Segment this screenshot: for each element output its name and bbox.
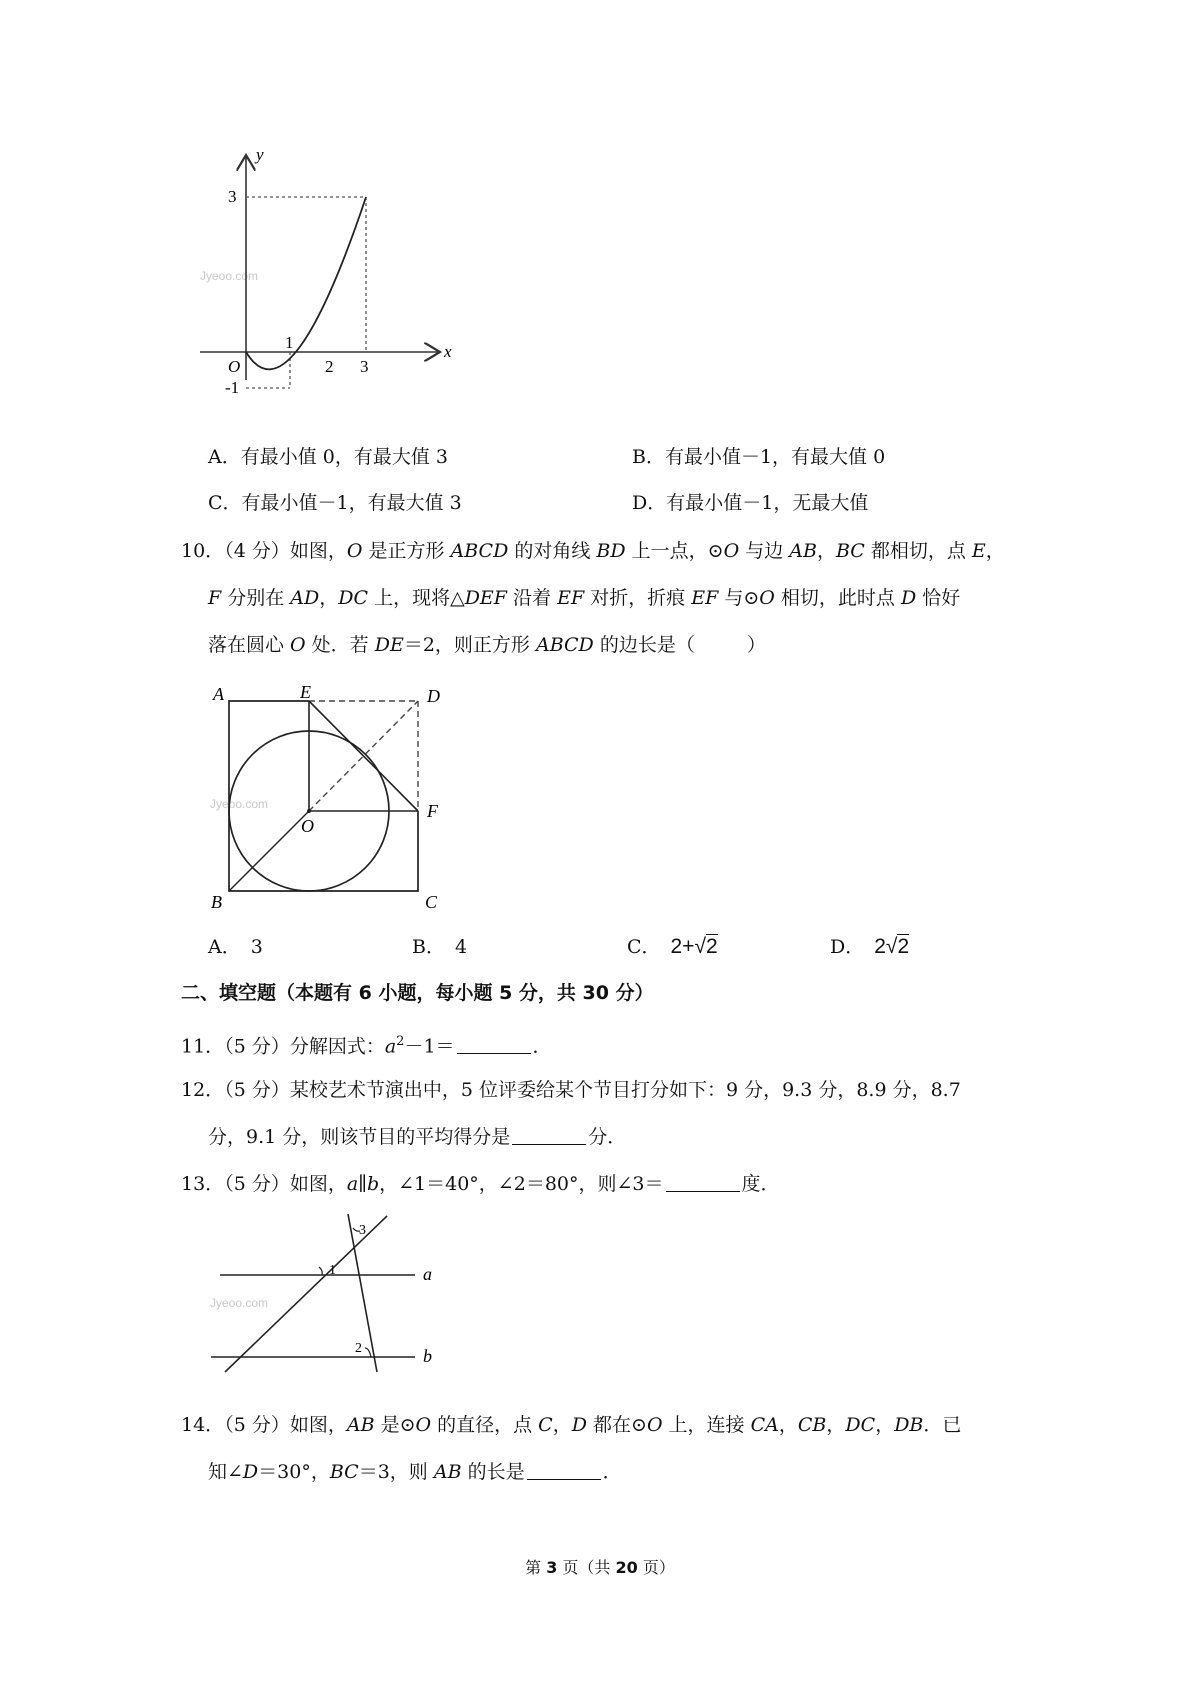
x-tick-1: 1 — [285, 333, 294, 352]
q9-option-d[interactable]: D．有最小值－1，无最大值 — [632, 492, 869, 514]
q11: 11．（5 分）分解因式：$a^2-1=$ ． — [181, 1034, 552, 1058]
watermark: Jyeoo.com — [210, 797, 269, 811]
q9-option-b[interactable]: B．有最小值－1，有最大值 0 — [632, 446, 886, 468]
label-C: C — [425, 892, 438, 912]
line-b-label: b — [423, 1346, 432, 1366]
angle-3-label: 3 — [359, 1223, 366, 1238]
label-A: A — [213, 684, 224, 704]
question-number: 10． — [181, 540, 225, 562]
watermark: Jyeoo.com — [200, 269, 259, 283]
q13: 13．（5 分）如图，a∥b，∠1＝40°，∠2＝80°，则∠3＝ 度． — [181, 1173, 780, 1195]
label-E: E — [300, 682, 311, 702]
section-title: 二、填空题（本题有 6 小题，每小题 5 分，共 30 分） — [181, 982, 654, 1004]
label-F: F — [427, 801, 438, 821]
label-O: O — [301, 816, 314, 836]
line-a-label: a — [423, 1264, 432, 1284]
origin-label: O — [228, 357, 241, 376]
answer-blank[interactable] — [527, 1461, 601, 1480]
label-B: B — [211, 892, 222, 912]
q10-option-d[interactable]: D． 2√2 — [830, 935, 910, 958]
y-tick-3: 3 — [228, 187, 237, 206]
sqrt-icon: √ — [694, 935, 707, 958]
q14-line-1: 14．（5 分）如图，AB 是⊙O 的直径，点 C，D 都在⊙O 上，连接 CA，CB，DC，DB．已 — [181, 1414, 962, 1436]
angle-1-label: 1 — [329, 1263, 336, 1278]
x-tick-2: 2 — [325, 357, 334, 376]
parabola-figure — [200, 150, 500, 420]
q10-option-b[interactable]: B． 4 — [412, 936, 468, 958]
total-pages: 20 — [615, 1558, 638, 1577]
watermark: Jyeoo.com — [210, 1296, 269, 1310]
page-footer: 第 3 页（共 20 页） — [525, 1558, 675, 1577]
page-number: 3 — [546, 1558, 558, 1577]
answer-blank[interactable] — [512, 1126, 586, 1145]
q9-option-a[interactable]: A．有最小值 0，有最大值 3 — [208, 446, 448, 468]
x-axis-label: x — [444, 342, 452, 361]
q14-line-2: 知∠D＝30°，BC＝3，则 AB 的长是 ． — [208, 1461, 622, 1483]
y-axis-label: y — [256, 150, 264, 164]
y-tick-neg1: -1 — [225, 378, 240, 397]
angle-2-label: 2 — [355, 1341, 362, 1356]
label-D: D — [427, 686, 440, 706]
q10-line-1: 10．（4 分）如图，O 是正方形 ABCD 的对角线 BD 上一点，⊙O 与边 AB，BC 都相切，点 E， — [181, 540, 1005, 562]
square-circle-figure — [205, 680, 465, 920]
x-tick-3: 3 — [360, 357, 369, 376]
parallel-lines-figure — [205, 1210, 465, 1375]
q9-option-c[interactable]: C．有最小值－1，有最大值 3 — [208, 492, 462, 514]
sqrt-icon: √ — [885, 935, 898, 958]
answer-blank[interactable] — [666, 1173, 740, 1192]
q10-option-a[interactable]: A． 3 — [208, 936, 263, 958]
q12-line-2: 分，9.1 分，则该节目的平均得分是 分． — [208, 1126, 627, 1148]
q12-line-1: 12．（5 分）某校艺术节演出中，5 位评委给某个节目打分如下：9 分，9.3 分，8.9 分，8.7 — [181, 1079, 961, 1101]
q10-line-3: 落在圆心 O 处．若 DE＝2，则正方形 ABCD 的边长是（ ） — [208, 634, 766, 656]
q10-line-2: F 分别在 AD，DC 上，现将△DEF 沿着 EF 对折，折痕 EF 与⊙O 相切，此时点 D 恰好 — [208, 587, 961, 609]
answer-blank[interactable] — [457, 1035, 531, 1054]
q10-option-c[interactable]: C． 2+√2 — [627, 935, 718, 958]
